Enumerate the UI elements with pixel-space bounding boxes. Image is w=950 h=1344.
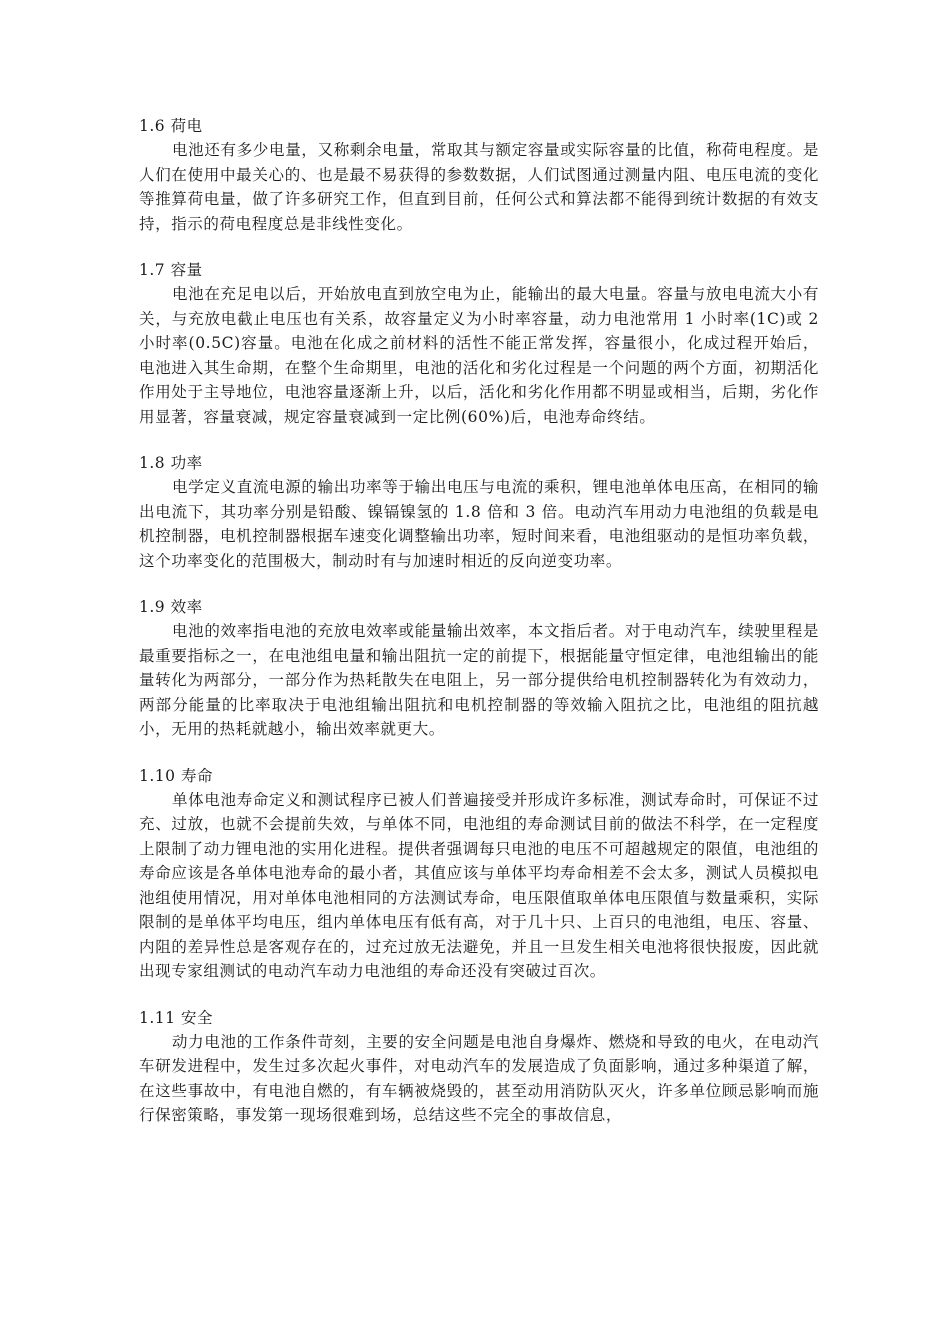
section-heading: 1.9 效率 — [139, 598, 203, 616]
section-safety — [139, 1006, 819, 1128]
section-paragraph: 动力电池的工作条件苛刻，主要的安全问题是电池自身爆炸、燃烧和导致的电火，在电动汽车研发进程中，发生过多次起火事件，对电动汽车的发展造成了负面影响，通过多种渠道了解，在这些事故中，有电池自燃的，有车辆被烧毁的，甚至动用消防队灭火，许多单位顾忌影响而施行保密策略，事发第一现场很难到场，总结这些不完全的事故信息， — [139, 1032, 819, 1124]
section-efficiency — [139, 595, 819, 742]
section-paragraph: 电池还有多少电量，又称剩余电量，常取其与额定容量或实际容量的比值，称荷电程度。是人们在使用中最关心的、也是最不易获得的参数数据，人们试图通过测量内阻、电压电流的变化等推算荷电量，做了许多研究工作，但直到目前，任何公式和算法都不能得到统计数据的有效支持，指示的荷电程度总是非线性变化。 — [139, 141, 819, 233]
section-capacity — [139, 258, 819, 429]
section-heading: 1.7 容量 — [139, 261, 203, 279]
section-heading: 1.8 功率 — [139, 454, 203, 472]
section-heading: 1.10 寿命 — [139, 766, 213, 785]
section-charge — [139, 114, 819, 236]
section-paragraph: 电学定义直流电源的输出功率等于输出电压与电流的乘积，锂电池单体电压高，在相同的输出电流下，其功率分别是铅酸、镍镉镍氢的 1.8 倍和 3 倍。电动汽车用动力电池组的负载是电机控制器，电机控制器根据车速变化调整输出功率，短时间来看，电池组驱动的是恒功率负载，这个功率变化的范围极大，制动时有与加速时相近的反向逆变功率。 — [139, 478, 819, 570]
section-paragraph: 电池在充足电以后，开始放电直到放空电为止，能输出的最大电量。容量与放电电流大小有关，与充放电截止电压也有关系，故容量定义为小时率容量，动力电池常用 1 小时率(1C)或 2 小时率(0.5C)容量。电池在化成之前材料的活性不能正常发挥，容量很小，化成过程开始后，电池进入其生命期，在整个生命期里，电池的活化和劣化过程是一个问题的两个方面，初期活化作用处于主导地位，电池容量逐渐上升，以后，活化和劣化作用都不明显或相当，后期，劣化作用显著，容量衰减，规定容量衰减到一定比例(60%)后，电池寿命终结。 — [139, 285, 819, 426]
section-paragraph: 单体电池寿命定义和测试程序已被人们普遍接受并形成许多标准，测试寿命时，可保证不过充、过放，也就不会提前失效，与单体不同，电池组的寿命测试目前的做法不科学，在一定程度上限制了动力锂电池的实用化进程。提供者强调每只电池的电压不可超越规定的限值，电池组的寿命应该是各单体电池寿命的最小者，其值应该与单体平均寿命相差不会太多，测试人员模拟电池组使用情况，用对单体电池相同的方法测试寿命，电压限值取单体电压限值与数量乘积，实际限制的是单体平均电压，组内单体电压有低有高，对于几十只、上百只的电池组，电压、容量、内阻的差异性总是客观存在的，过充过放无法避免，并且一旦发生相关电池将很快报废，因此就出现专家组测试的电动汽车动力电池组的寿命还没有突破过百次。 — [139, 790, 819, 980]
section-heading: 1.11 安全 — [139, 1008, 213, 1027]
section-heading: 1.6 荷电 — [139, 117, 203, 135]
section-power — [139, 451, 819, 573]
section-lifespan — [139, 764, 819, 984]
document-body — [139, 114, 819, 1150]
section-paragraph: 电池的效率指电池的充放电效率或能量输出效率，本文指后者。对于电动汽车，续驶里程是最重要指标之一，在电池组电量和输出阻抗一定的前提下，根据能量守恒定律，电池组输出的能量转化为两部分，一部分作为热耗散失在电阻上，另一部分提供给电机控制器转化为有效动力，两部分能量的比率取决于电池组输出阻抗和电机控制器的等效输入阻抗之比，电池组的阻抗越小，无用的热耗就越小，输出效率就更大。 — [139, 622, 819, 738]
